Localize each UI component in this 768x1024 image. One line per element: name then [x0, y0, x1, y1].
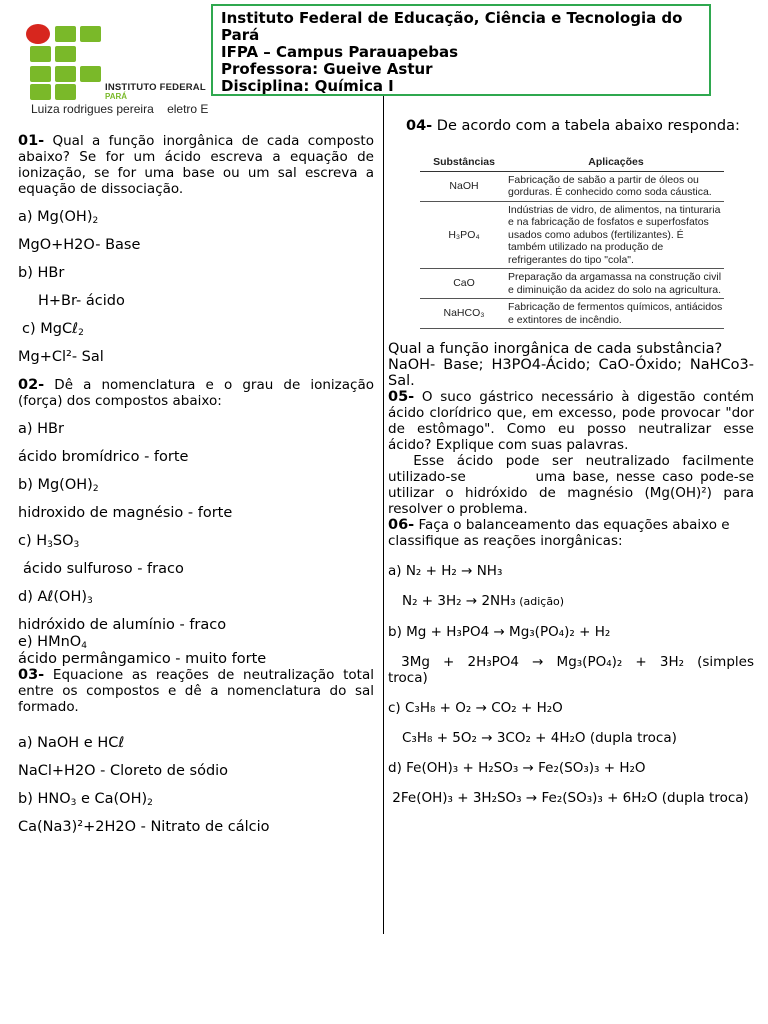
question-06: 06- Faça o balanceamento das equações abaixo e classifique as reações inorgânicas: — [388, 517, 730, 549]
q3-answer-b: Ca(Na3)²+2H2O - Nitrato de cálcio — [18, 819, 270, 835]
q6-eq-b: b) Mg + H₃PO4 → Mg₃(PO₄)₂ + H₂ — [388, 624, 611, 640]
question-02: 02- Dê a nomenclatura e o grau de ionização (força) dos compostos abaixo: — [18, 377, 374, 409]
column-divider — [383, 96, 384, 934]
header-line-state: Pará — [221, 26, 260, 44]
q6-eq-d: d) Fe(OH)₃ + H₂SO₃ → Fe₂(SO₃)₃ + H₂O — [388, 760, 646, 776]
table-row: CaO Preparação da argamassa na construção civil e diminuição da acidez do solo na agricultura. — [420, 269, 724, 299]
table-row: NaOH Fabricação de sabão a partir de óleos ou gorduras. É conhecido como soda cáustica. — [420, 172, 724, 202]
header-box — [211, 4, 711, 96]
table-row: H₃PO₄ Indústrias de vidro, de alimentos, na tinturaria e na fabricação de fosfatos e superfosfatos usados como adubos (fertilizantes). É também utilizado na produção de refrigerantes do tipo "cola". — [420, 202, 724, 270]
q4-answer: NaOH- Base; H3PO4-Ácido; CaO-Óxido; NaHCo3- Sal. — [388, 357, 754, 389]
q1-answer-b: H+Br- ácido — [38, 293, 125, 309]
q6-answer-c: C₃H₈ + 5O₂ → 3CO₂ + 4H₂O (dupla troca) — [402, 730, 677, 746]
q2-answer-c: ácido sulfuroso - fraco — [23, 561, 184, 577]
q6-answer-d: 2Fe(OH)₃ + 3H₂SO₃ → Fe₂(SO₃)₃ + 6H₂O (dupla troca) — [388, 790, 749, 806]
table-header-row: Substâncias Aplicações — [420, 154, 724, 172]
ifpa-logo — [26, 24, 212, 104]
question-05: 05- O suco gástrico necessário à digestão contém ácido clorídrico que, em excesso, pode provocar "dor de estômago". Como eu posso neutralizar esse ácido? Explique com suas palavras. — [388, 389, 754, 453]
applications-table — [420, 154, 724, 329]
q1-answer-c: Mg+Cl²- Sal — [18, 349, 104, 365]
q1-item-c: c) MgCℓ$_2$ — [22, 321, 84, 338]
header-line-institution: Instituto Federal de Educação, Ciência e Tecnologia do — [221, 9, 683, 27]
q4-question: Qual a função inorgânica de cada substância? — [388, 341, 723, 357]
left-column — [18, 133, 374, 835]
q3-answer-a: NaCl+H2O - Cloreto de sódio — [18, 763, 229, 779]
q3-item-a: a) NaOH e HCℓ — [18, 735, 125, 751]
question-01: 01- Qual a função inorgânica de cada composto abaixo? Se for um ácido escreva a equação de ionização, se for uma base ou um sal escreva a equação de dissociação. — [18, 133, 374, 197]
q5-answer: Esse ácido pode ser neutralizado facilmente utilizado-se uma base, nesse caso pode-se utilizar o hidróxido de magnésio (Mg(OH)²) para resolver o problema. — [388, 453, 759, 517]
question-03: 03- Equacione as reações de neutralização total entre os compostos e dê a nomenclatura do sal formado. — [18, 667, 374, 715]
q1-answer-a: MgO+H2O- Base — [18, 237, 141, 253]
q2-item-a: a) HBr — [18, 421, 64, 437]
logo-red-dot — [26, 24, 50, 44]
q2-answer-b: hidroxido de magnésio - forte — [18, 505, 233, 521]
q2-item-b: b) $Mg(OH)_2$ — [18, 477, 99, 494]
q2-item-d: d) $A\ell(OH)_3$ — [18, 589, 93, 606]
q2-answer-d: hidróxido de alumínio - fraco — [18, 617, 227, 633]
logo-name: INSTITUTO FEDERAL — [105, 82, 206, 93]
q6-eq-a: a) N₂ + H₂ → NH₃ — [388, 563, 503, 579]
right-column — [388, 118, 759, 806]
q2-item-c: c) $H_3SO_3$ — [18, 533, 80, 550]
table-row: NaHCO₃ Fabricação de fermentos químicos, antiácidos e extintores de incêndio. — [420, 299, 724, 329]
q2-answer-e: ácido permângamico - muito forte — [18, 651, 267, 667]
q6-answer-a: N₂ + 3H₂ → 2NH₃ (adição) — [402, 593, 565, 609]
student-name: Luiza rodrigues pereira eletro E — [31, 102, 209, 116]
q1-item-b: b) HBr — [18, 265, 65, 281]
q2-item-e: e) HMnO$_4$ — [18, 634, 87, 651]
header-line-discipline: Disciplina: Química I — [221, 77, 394, 95]
q2-answer-a: ácido bromídrico - forte — [18, 449, 189, 465]
logo-sub: PARÁ — [105, 92, 128, 101]
question-04: 04- De acordo com a tabela abaixo responda: — [406, 118, 740, 134]
q6-eq-c: c) C₃H₈ + O₂ → CO₂ + H₂O — [388, 700, 563, 716]
header-line-teacher: Professora: Gueive Astur — [221, 60, 433, 78]
q1-item-a: a) $Mg(OH)_2$ — [18, 209, 99, 226]
header-line-campus: IFPA – Campus Parauapebas — [221, 43, 459, 61]
q6-answer-b: 3Mg + 2H₃PO4 → Mg₃(PO₄)₂ + 3H₂ (simples troca) — [388, 654, 759, 686]
q3-item-b: b) $HNO_3$ e $Ca(OH)_2$ — [18, 791, 153, 808]
